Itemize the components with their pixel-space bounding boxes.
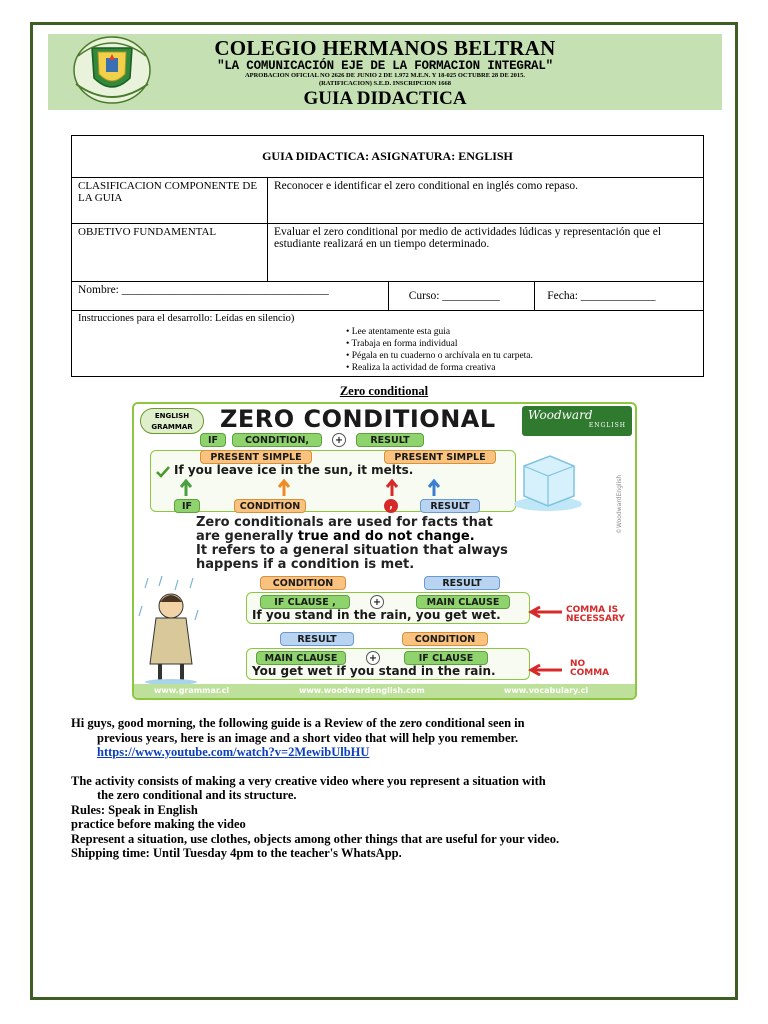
ex1-result-label: RESULT	[424, 576, 500, 590]
shipping-line: Shipping time: Until Tuesday 4pm to the teacher's WhatsApp.	[71, 846, 402, 860]
list-item: • Trabaja en forma individual	[346, 338, 697, 350]
classification-value: Reconocer e identificar el zero conditional en inglés como repaso.	[268, 178, 704, 224]
instructions-cell	[72, 311, 704, 377]
footer-site: www.grammar.cl	[154, 686, 230, 695]
red-arrow-icon	[528, 606, 564, 618]
approval-text: APROBACION OFICIAL NO 2626 DE JUNIO 2 DE 1.972 M.E.N. Y 18-025 OCTUBRE 28 DE 2015.	[244, 72, 526, 79]
formula-plus: +	[332, 433, 346, 447]
ex2-result-label: RESULT	[280, 632, 354, 646]
list-item: • Lee atentamente esta guia	[346, 326, 697, 338]
intro-line-1: Hi guys, good morning, the following guide is a Review of the zero conditional seen in	[71, 716, 525, 730]
ratification-text: (RATIFICACION) S.E.D. INSCRIPCION 1668	[318, 80, 452, 87]
tense-left: PRESENT SIMPLE	[200, 450, 312, 464]
instructions-list	[346, 326, 697, 374]
man-in-rain-illustration	[138, 576, 204, 686]
objective-value: Evaluar el zero conditional por medio de actividades lúdicas y representación que el estudiante realizará en un tiempo determinado.	[268, 224, 704, 282]
infographic-footer	[134, 684, 635, 698]
guide-info-table	[71, 135, 704, 377]
intro-line-2: previous years, here is an image and a short video that will help you remember.	[97, 730, 519, 745]
brand-name: Woodward	[528, 408, 593, 422]
ex1-plus: +	[370, 595, 384, 609]
desc-line-1: Zero conditionals are used for facts that	[196, 515, 493, 530]
part-condition: CONDITION	[234, 499, 306, 513]
youtube-link[interactable]: https://www.youtube.com/watch?v=2MewibUlbHU	[97, 745, 370, 759]
zero-conditional-infographic	[132, 402, 637, 700]
infographic-title: ZERO CONDITIONAL	[220, 405, 496, 433]
part-result: RESULT	[420, 499, 480, 513]
section-title: Zero conditional	[339, 384, 429, 398]
ex2-condition-label: CONDITION	[402, 632, 488, 646]
table-heading: GUIA DIDACTICA: ASIGNATURA: ENGLISH	[72, 136, 704, 178]
side-credit: ©WoodwardEnglish	[616, 474, 623, 534]
desc-line-2a: are generally	[196, 529, 298, 544]
footer-site: www.vocabulary.cl	[504, 686, 589, 695]
part-comma: ,	[384, 499, 398, 513]
guide-title: GUIA DIDACTICA	[303, 88, 467, 109]
school-motto: "LA COMUNICACIÓN EJE DE LA FORMACION INTEGRAL"	[217, 59, 553, 73]
ex2-plus: +	[366, 651, 380, 665]
ice-cube-icon	[512, 448, 584, 512]
english-grammar-badge: ENGLISH GRAMMAR	[140, 408, 204, 434]
arrows-icon	[174, 478, 474, 498]
objective-label: OBJETIVO FUNDAMENTAL	[72, 224, 268, 282]
instructions-label: Instrucciones para el desarrollo: Leídas en silencio)	[78, 313, 295, 324]
ex2-note: NO COMMA	[570, 659, 610, 678]
school-name: COLEGIO HERMANOS BELTRAN	[214, 36, 556, 60]
desc-line-3: It refers to a general situation that always	[196, 543, 508, 558]
formula-condition: CONDITION,	[232, 433, 322, 447]
ex2-if-clause: IF CLAUSE	[404, 651, 488, 665]
formula-if: IF	[200, 433, 226, 447]
formula-result: RESULT	[356, 433, 424, 447]
ex2-sentence: You get wet if you stand in the rain.	[252, 664, 496, 678]
red-arrow-icon	[528, 664, 564, 676]
example-main-sentence: If you leave ice in the sun, it melts.	[174, 463, 414, 477]
footer-site: www.woodwardenglish.com	[299, 686, 425, 695]
desc-line-4: happens if a condition is met.	[196, 557, 415, 572]
course-field[interactable]: Curso: __________	[389, 282, 535, 310]
ex1-note: COMMA IS NECESSARY	[566, 605, 625, 624]
classification-label: CLASIFICACION COMPONENTE DE LA GUIA	[72, 178, 268, 224]
ex1-main-clause: MAIN CLAUSE	[416, 595, 510, 609]
school-header	[48, 34, 722, 110]
ex1-if-clause: IF CLAUSE ,	[260, 595, 350, 609]
represent-line: Represent a situation, use clothes, objects among other things that are useful for your video.	[71, 831, 560, 846]
name-field[interactable]: Nombre: ____________________________________	[72, 282, 389, 311]
ex1-condition-label: CONDITION	[260, 576, 346, 590]
description-text	[196, 516, 508, 572]
rules-line: Rules: Speak in English	[71, 802, 198, 817]
activity-line-2: the zero conditional and its structure.	[97, 788, 297, 802]
list-item: • Pégala en tu cuaderno o archívala en tu carpeta.	[346, 350, 697, 362]
practice-line: practice before making the video	[71, 817, 246, 831]
list-item: • Realiza la actividad de forma creativa	[346, 362, 697, 374]
tense-right: PRESENT SIMPLE	[384, 450, 496, 464]
date-field[interactable]: Fecha: _____________	[547, 290, 656, 302]
woodward-brand-logo	[522, 406, 632, 436]
ex1-sentence: If you stand in the rain, you get wet.	[252, 608, 501, 622]
checkmark-icon	[156, 466, 170, 478]
ex2-main-clause: MAIN CLAUSE	[256, 651, 346, 665]
activity-line-1: The activity consists of making a very creative video where you represent a situation with	[71, 773, 546, 788]
guide-body	[71, 716, 691, 861]
brand-sub: ENGLISH	[588, 422, 626, 429]
desc-line-2b: true and do not change.	[297, 529, 475, 544]
course-date-cell	[388, 282, 703, 311]
part-if: IF	[174, 499, 200, 513]
